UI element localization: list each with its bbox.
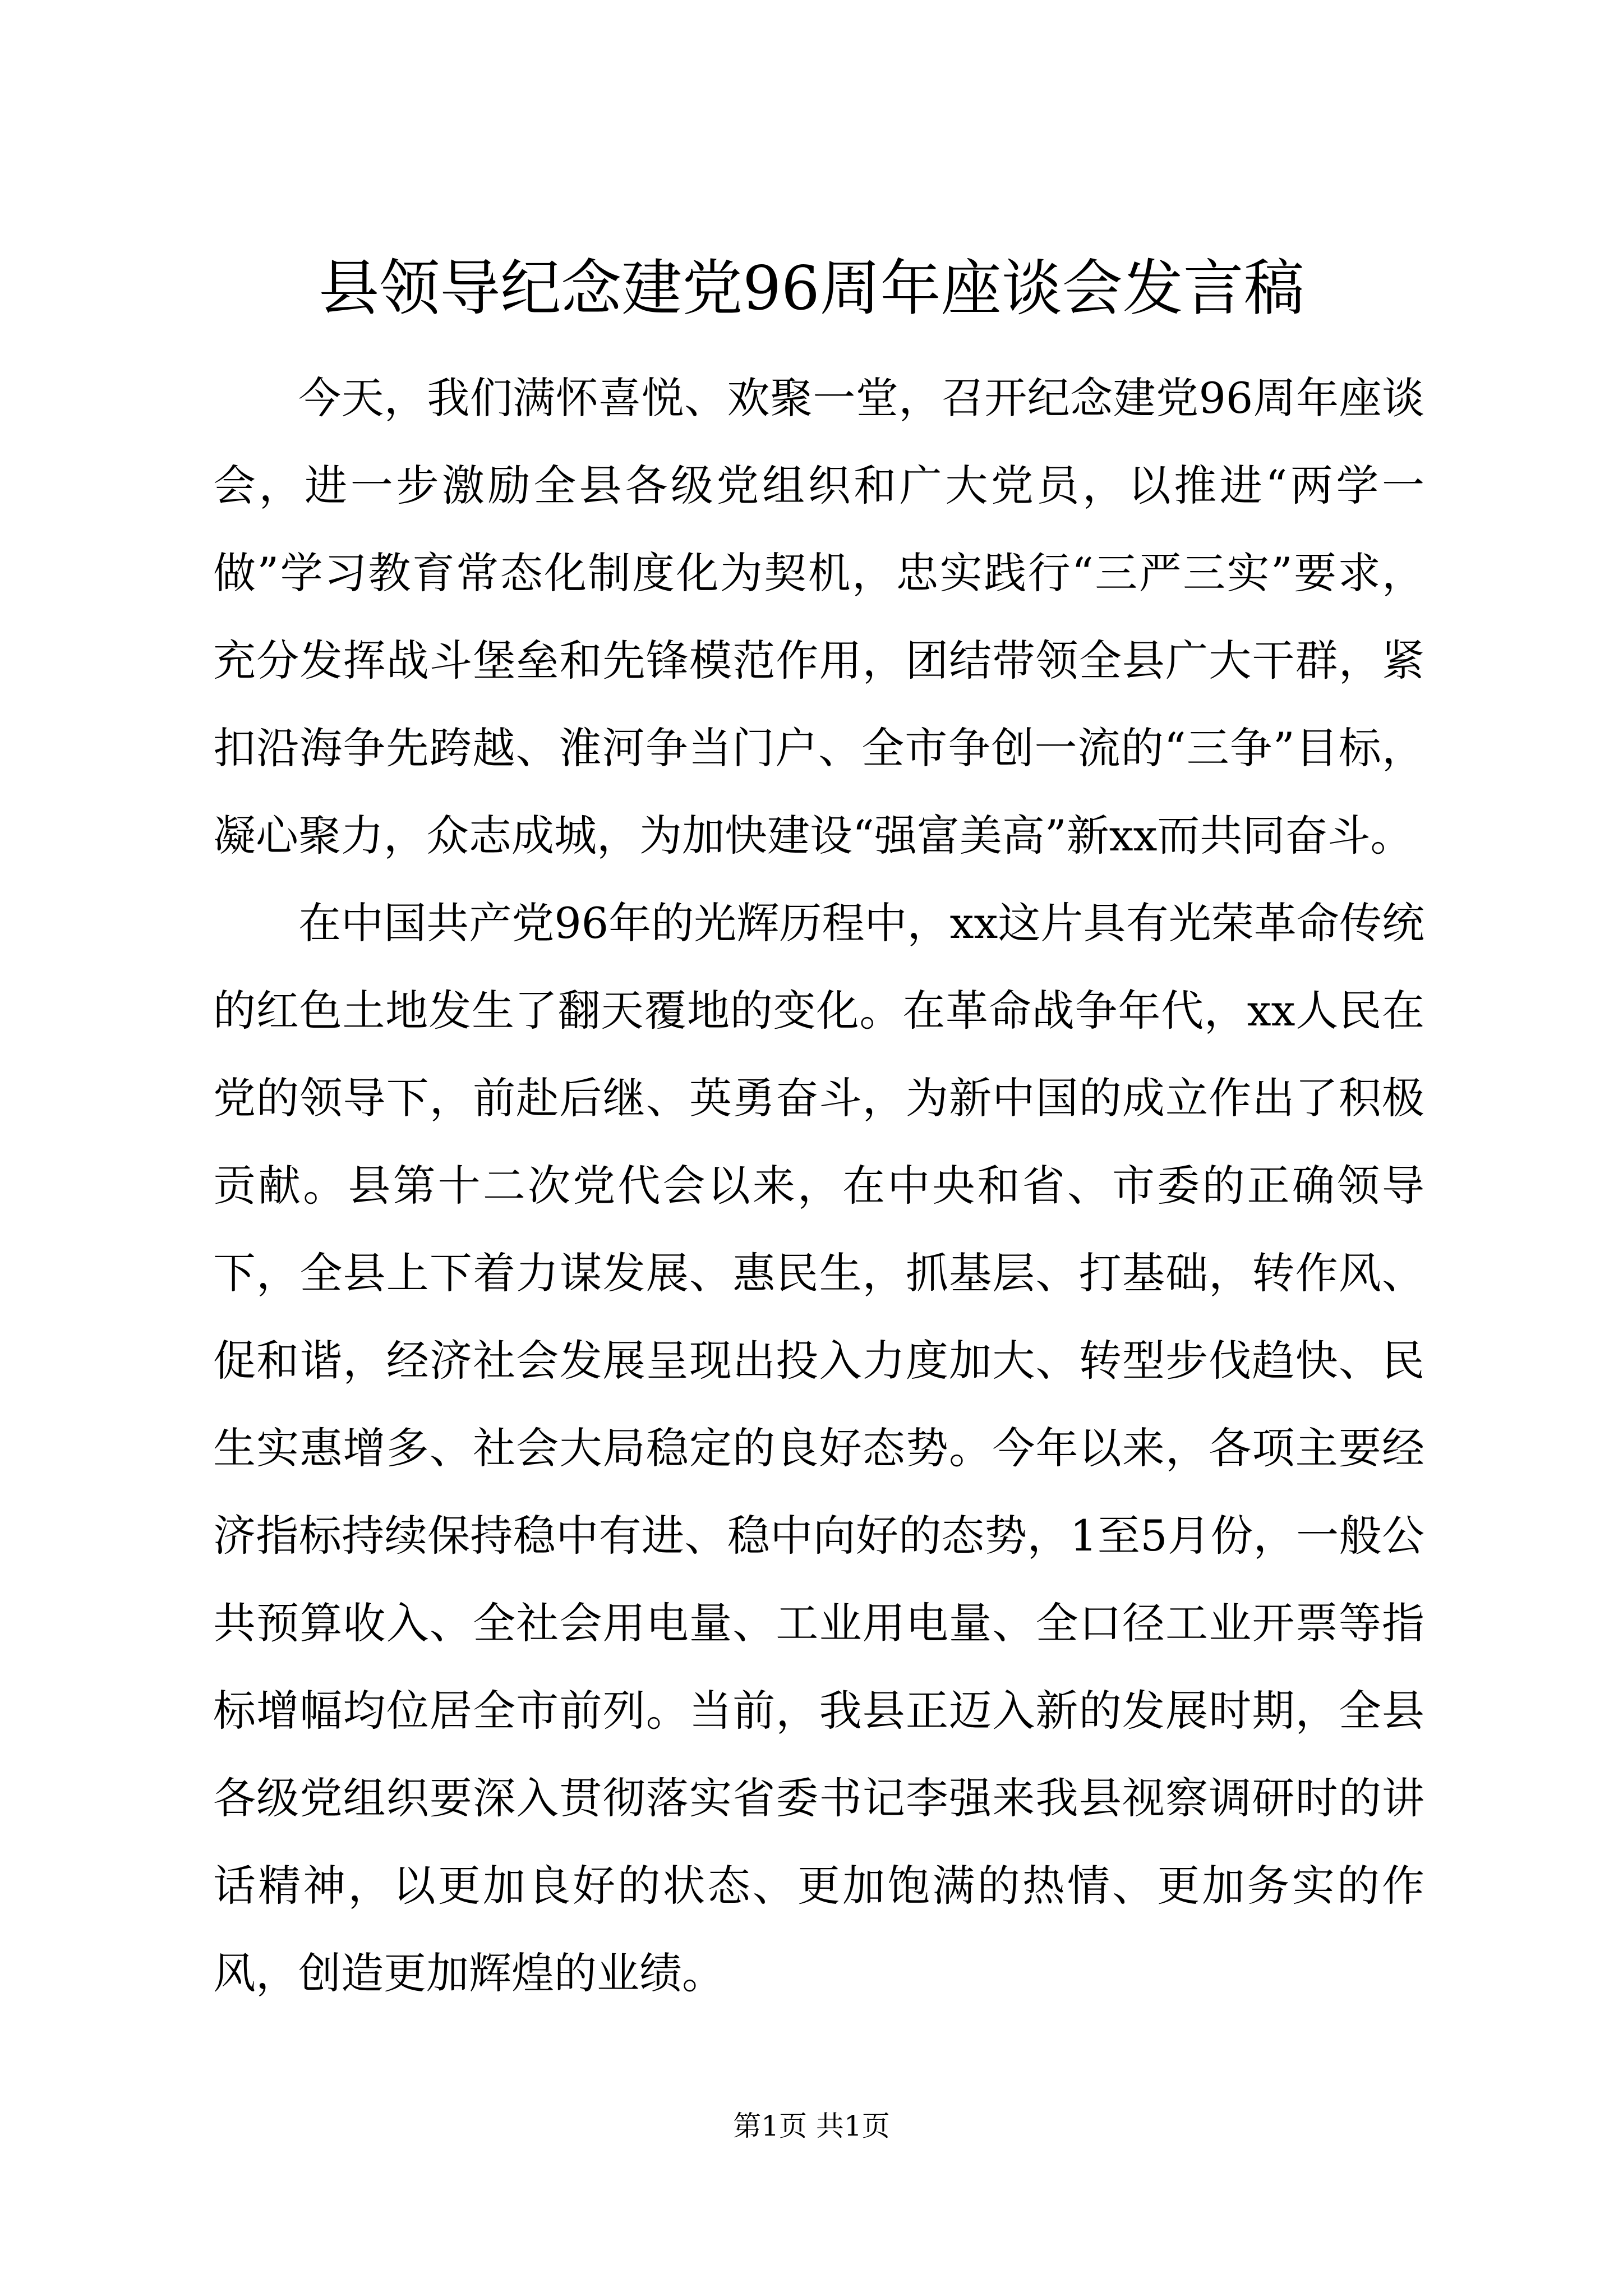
document-body: [213, 355, 1424, 2017]
page-number-footer: 第1页 共1页: [733, 2110, 890, 2142]
document-title: 县领导纪念建党96周年座谈会发言稿: [319, 254, 1304, 324]
paragraph-2: 在中国共产党96年的光辉历程中，xx这片具有光荣革命传统的红色土地发生了翻天覆地的变化。在革命战争年代，xx人民在党的领导下，前赴后继、英勇奋斗，为新中国的成立作出了积极贡献。县第十二次党代会以来，在中央和省、市委的正确领导下，全县上下着力谋发展、惠民生，抓基层、打基础，转作风、促和谐，经济社会发展呈现出投入力度加大、转型步伐趋快、民生实惠增多、社会大局稳定的良好态势。今年以来，各项主要经济指标持续保持稳中有进、稳中向好的态势，1至5月份，一般公共预算收入、全社会用电量、工业用电量、全口径工业开票等指标增幅均位居全市前列。当前，我县正迈入新的发展时期，全县各级党组织要深入贯彻落实省委书记李强来我县视察调研时的讲话精神，以更加良好的状态、更加饱满的热情、更加务实的作风，创造更加辉煌的业绩。: [213, 898, 1424, 1998]
paragraph-1: 今天，我们满怀喜悦、欢聚一堂，召开纪念建党96周年座谈会，进一步激励全县各级党组织和广大党员，以推进“两学一做”学习教育常态化制度化为契机，忠实践行“三严三实”要求，充分发挥战斗堡垒和先锋模范作用，团结带领全县广大干群，紧扣沿海争先跨越、淮河争当门户、全市争创一流的“三争”目标，凝心聚力，众志成城，为加快建设“强富美高”新xx而共同奋斗。: [213, 373, 1424, 861]
